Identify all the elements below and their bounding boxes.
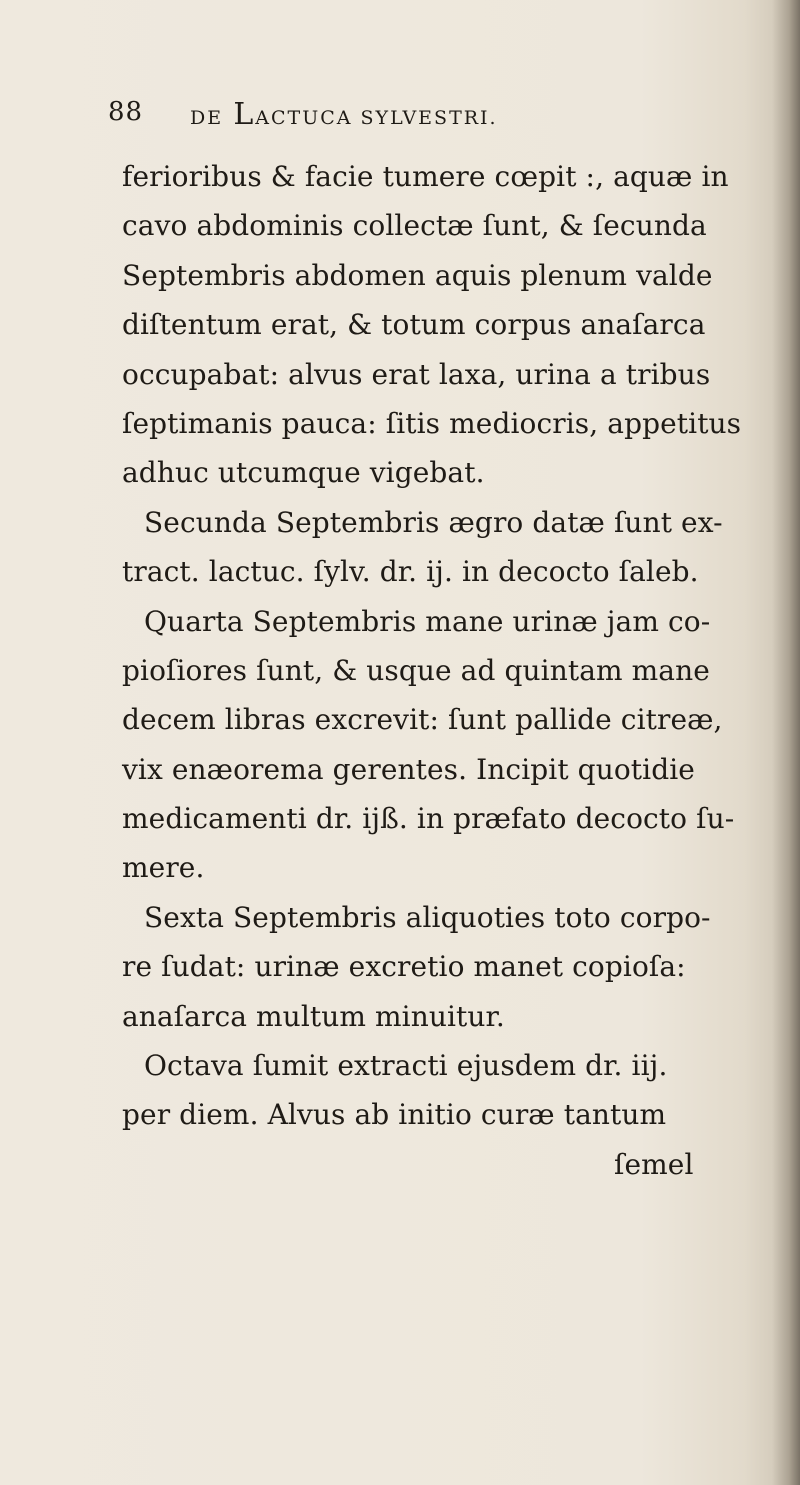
- text-line: occupabat: alvus erat laxa, urina a tribus: [122, 357, 711, 391]
- text-line: vix enæorema gerentes. Incipit quotidie: [122, 752, 695, 786]
- text-line: Quarta Septembris mane urinæ jam co-: [144, 604, 711, 638]
- text-line: per diem. Alvus ab initio curæ tantum: [122, 1098, 667, 1132]
- running-head-rest: ACTUCA SYLVESTRI.: [255, 107, 498, 129]
- running-head-initial: L: [233, 97, 256, 132]
- text-line: tract. lactuc. ſylv. dr. ij. in decocto ſaleb.: [122, 555, 699, 589]
- running-head: [190, 97, 498, 132]
- text-line: Secunda Septembris ægro datæ ſunt ex-: [144, 505, 723, 539]
- text-line: diſtentum erat, & totum corpus anaſarca: [122, 308, 706, 342]
- running-head-prefix: DE: [190, 107, 224, 129]
- text-line: anaſarca multum minuitur.: [122, 999, 505, 1033]
- text-line: Octava ſumit extracti ejusdem dr. iij.: [144, 1049, 668, 1083]
- text-line: mere.: [122, 851, 205, 885]
- text-line: decem libras excrevit: ſunt pallide citreæ,: [122, 703, 723, 737]
- text-line: Sexta Septembris aliquoties toto corpo-: [144, 900, 711, 934]
- text-line: ſeptimanis pauca: ſitis mediocris, appetitus: [122, 406, 742, 440]
- body-text: [122, 152, 762, 1189]
- text-line: ferioribus & facie tumere cœpit :, aquæ in: [122, 160, 729, 193]
- text-line: Septembris abdomen aquis plenum valde: [122, 258, 713, 292]
- page-header: [108, 97, 748, 137]
- text-line: adhuc utcumque vigebat.: [122, 456, 485, 490]
- text-line: re ſudat: urinæ excretio manet copioſa:: [122, 950, 686, 984]
- catchword: ſemel: [614, 1147, 694, 1181]
- page-edge-shadow: [772, 0, 800, 1485]
- text-line: cavo abdominis collectæ ſunt, & ſecunda: [122, 209, 707, 243]
- page-number: 88: [108, 97, 144, 127]
- text-line: medicamenti dr. ijß. in præfato decocto ſu-: [122, 802, 735, 836]
- text-line: pioſiores ſunt, & usque ad quintam mane: [122, 653, 710, 687]
